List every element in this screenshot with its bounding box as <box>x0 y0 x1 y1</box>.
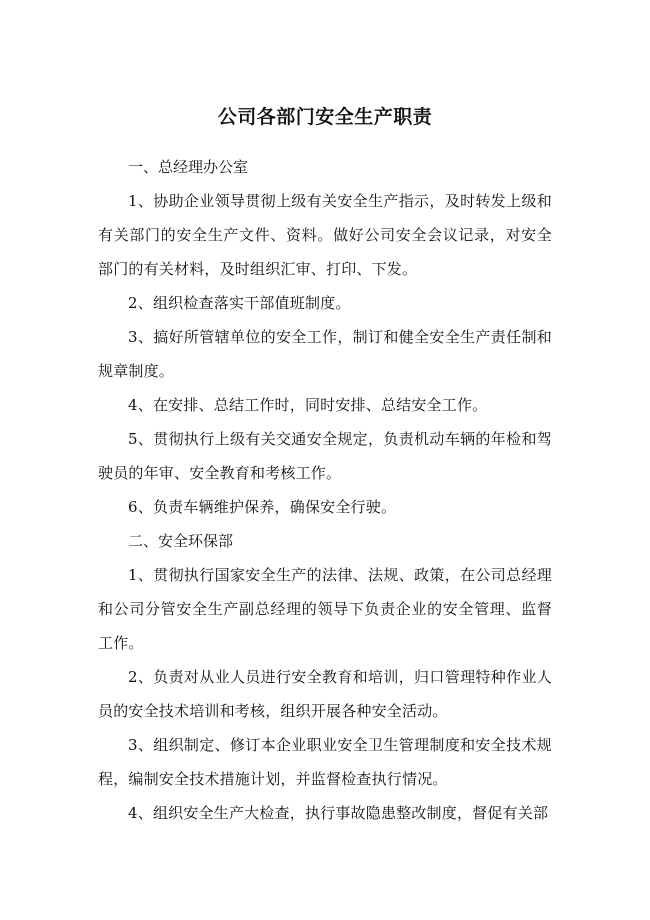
paragraph: 2、组织检查落实干部值班制度。 <box>128 294 351 312</box>
paragraph: 4、在安排、总结工作时，同时安排、总结安全工作。 <box>128 396 488 414</box>
document-title: 公司各部门安全生产职责 <box>217 106 433 128</box>
paragraph: 1、贯彻执行国家安全生产的法律、法规、政策，在公司总经理和公司分管安全生产副总经理的领导下负责企业的安全管理、监督工作。 <box>98 566 552 652</box>
paragraph: 1、协助企业领导贯彻上级有关安全生产指示，及时转发上级和有关部门的安全生产文件、资料。做好公司安全会议记录，对安全部门的有关材料，及时组织汇审、打印、下发。 <box>98 192 552 278</box>
section-heading-office: 一、总经理办公室 <box>128 158 249 176</box>
paragraph: 6、负责车辆维护保养，确保安全行驶。 <box>128 498 397 516</box>
section-heading-safety-env: 二、安全环保部 <box>128 532 234 550</box>
paragraph: 5、贯彻执行上级有关交通安全规定，负责机动车辆的年检和驾驶员的年审、安全教育和考核工作。 <box>98 430 552 482</box>
paragraph: 4、组织安全生产大检查，执行事故隐患整改制度，督促有关部 <box>128 804 549 822</box>
paragraph: 3、搞好所管辖单位的安全工作，制订和健全安全生产责任制和规章制度。 <box>98 328 552 380</box>
document-body <box>98 150 552 830</box>
paragraph: 3、组织制定、修订本企业职业安全卫生管理制度和安全技术规程，编制安全技术措施计划，并监督检查执行情况。 <box>98 736 552 788</box>
paragraph: 2、负责对从业人员进行安全教育和培训，归口管理特种作业人员的安全技术培训和考核，组织开展各种安全活动。 <box>98 668 552 720</box>
